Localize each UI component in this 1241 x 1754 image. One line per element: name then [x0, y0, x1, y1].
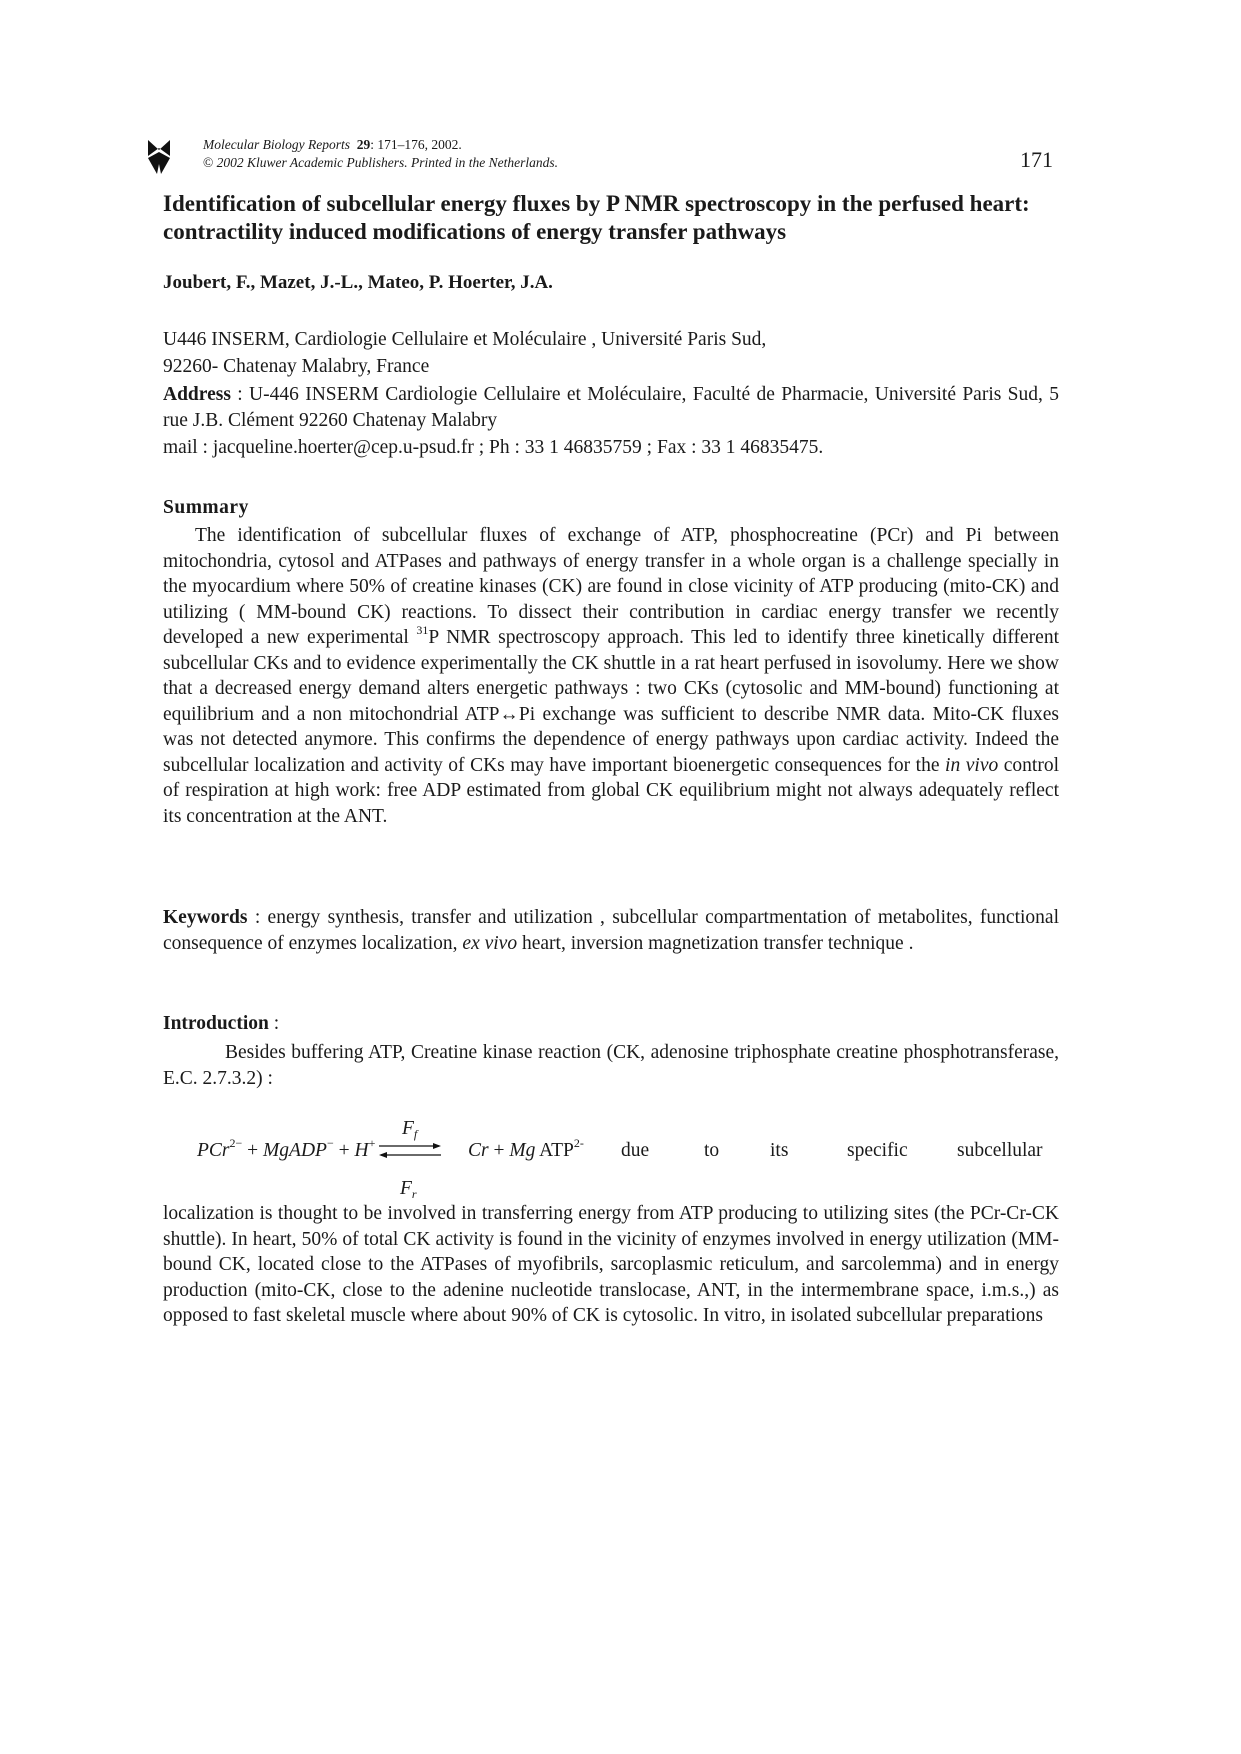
eq-term: PCr — [197, 1140, 230, 1161]
reverse-rate — [400, 1178, 417, 1200]
eq-sup: 2- — [573, 1136, 584, 1150]
eq-term: ATP — [535, 1140, 574, 1161]
eq-trail-word: to — [704, 1140, 720, 1161]
eq-trail-word: specific — [847, 1140, 908, 1161]
keywords-text: : energy synthesis, transfer and utilization , subcellular compartmentation of metabolites, functional consequence of enzymes localization, — [163, 907, 1059, 954]
summary-part: The identification of subcellular fluxes of exchange of ATP, phosphocreatine (PCr) and Pi between mitochondria, cytosol and ATPases and pathways of energy transfer in a whole organ is a challenge specially in the myocardium where 50% of creatine kinases (CK) are found in close vicinity of ATP producing (mito-CK) and utilizing ( MM-bound CK) reactions. To dissect their contribution in cardiac energy transfer we recently developed a new experimental — [163, 525, 1059, 648]
equilibrium-arrows-icon — [377, 1142, 443, 1158]
address-label: Address — [163, 384, 231, 405]
eq-term: MgADP — [263, 1140, 327, 1161]
heading-suffix: : — [268, 1013, 280, 1034]
eq-plus: + — [242, 1140, 264, 1161]
forward-rate — [402, 1118, 417, 1140]
introduction-heading — [163, 1013, 279, 1035]
keywords-italic: ex vivo — [462, 932, 518, 954]
summary-part: control of respiration at high work: free ADP estimated from global CK equilibrium might not always adequately reflect its concentration at the ANT. — [163, 754, 1060, 827]
eq-plus: + — [333, 1140, 355, 1161]
introduction-heading-text: Introduction — [163, 1013, 269, 1034]
journal-name: Molecular Biology Reports — [203, 137, 350, 152]
eq-term: Cr — [468, 1140, 489, 1161]
equation-rhs — [468, 1136, 584, 1162]
eq-term: F — [400, 1178, 412, 1199]
keywords-text: heart, inversion magnetization transfer technique . — [517, 932, 914, 954]
summary-text — [163, 523, 1059, 829]
eq-trail-word: its — [770, 1140, 789, 1161]
intro-paragraph-2: localization is thought to be involved in transferring energy from ATP producing to utilizing sites (the PCr-Cr-CK shuttle). In heart, 50% of total CK activity is found in the vicinity of enzymes involved in energy utilization (MM-bound CK, located close to the ATPases of myofibrils, sarcoplasmic reticulum, and sarcolemma) and in energy production (mito-CK, close to the adenine nucleotide translocase, ANT, in the intermembrane space, i.m.s.,) as opposed to fast skeletal muscle where about 90% of CK is cytosolic. In vitro, in isolated subcellular preparations — [163, 1203, 1059, 1326]
copyright-text: 2002 Kluwer Academic Publishers. Printed in the Netherlands. — [216, 155, 558, 170]
copyright-symbol: © — [203, 155, 214, 170]
eq-sup: + — [368, 1136, 376, 1150]
journal-volume: 29 — [356, 137, 371, 152]
summary-heading: Summary — [163, 497, 249, 518]
affiliation-line2: 92260- Chatenay Malabry, France — [163, 356, 430, 377]
superscript: 31 — [416, 623, 429, 637]
summary-italic: in vivo — [945, 754, 999, 776]
affiliation-line1: U446 INSERM, Cardiologie Cellulaire et Moléculaire , Université Paris Sud, — [163, 329, 767, 350]
eq-trail-word: subcellular — [957, 1140, 1043, 1161]
eq-trail-word: due — [621, 1140, 650, 1161]
eq-term: Mg — [509, 1140, 536, 1161]
eq-sub: f — [413, 1127, 418, 1141]
paper-title: Identification of subcellular energy fluxes by P NMR spectroscopy in the perfused heart: contractility induced modifications of energy transfer pathways — [163, 191, 1030, 244]
authors: Joubert, F., Mazet, J.-L., Mateo, P. Hoerter, J.A. — [163, 272, 553, 293]
address — [163, 382, 1059, 433]
publisher-logo-icon — [147, 138, 171, 176]
journal-pages: : 171–176, 2002. — [370, 137, 462, 152]
eq-plus: + — [488, 1140, 510, 1161]
contact-info: mail : jacqueline.hoerter@cep.u-psud.fr ; Ph : 33 1 46835759 ; Fax : 33 1 46835475. — [163, 437, 824, 458]
eq-sub: r — [411, 1187, 417, 1201]
keywords — [163, 905, 1059, 956]
summary-part: P NMR spectroscopy approach. This led to identify three kinetically different subcellular CKs and to evidence experimentally the CK shuttle in a rat heart perfused in isovolumy. Here we show that a decreased energy demand alters energetic pathways : two CKs (cytosolic and MM-bound) functioning at equilibrium and a non mitochondrial ATP↔Pi exchange was sufficient to describe NMR data. Mito-CK fluxes was not detected anymore. This confirms the dependence of energy pathways upon cardiac activity. Indeed the subcellular localization and activity of CKs may have important bioenergetic consequences for the — [163, 627, 1059, 776]
intro-paragraph-1: Besides buffering ATP, Creatine kinase reaction (CK, adenosine triphosphate creatine phosphotransferase, E.C. 2.7.3.2) : — [163, 1042, 1059, 1089]
journal-header — [203, 136, 558, 172]
equation-lhs — [197, 1136, 376, 1162]
eq-sup: − — [326, 1136, 334, 1150]
page-number: 171 — [1020, 147, 1053, 172]
eq-sup: 2− — [229, 1136, 243, 1150]
eq-term: F — [402, 1118, 414, 1139]
address-text: : U-446 INSERM Cardiologie Cellulaire et Moléculaire, Faculté de Pharmacie, Université Paris Sud, 5 rue J.B. Clément 92260 Chatenay Malabry — [163, 384, 1059, 431]
eq-term: H — [354, 1140, 369, 1161]
keywords-label: Keywords — [163, 907, 248, 928]
